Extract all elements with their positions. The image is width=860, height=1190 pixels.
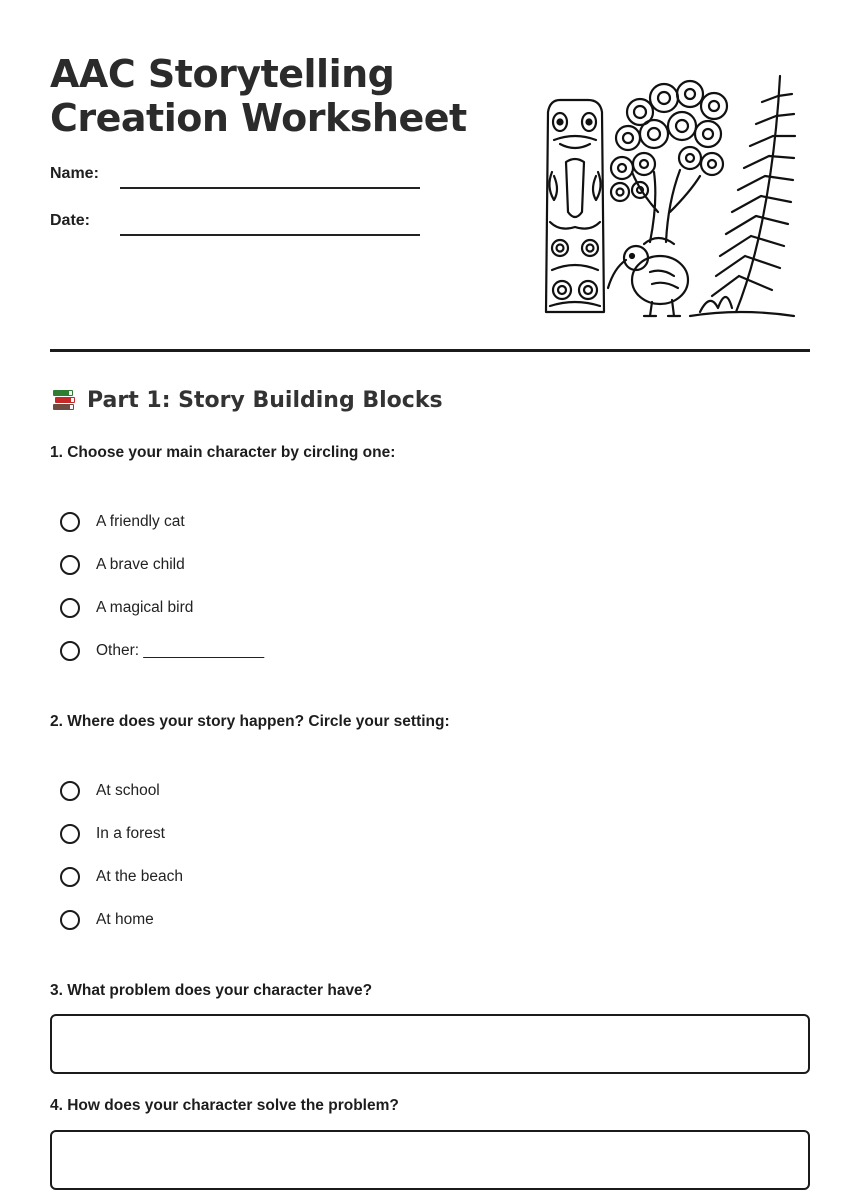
radio-circle[interactable] (60, 824, 80, 844)
header-divider (50, 349, 810, 352)
question-4-prompt: 4. How does your character solve the problem? (50, 1097, 399, 1114)
option-at-beach[interactable] (60, 864, 183, 890)
part1-heading (50, 386, 443, 414)
option-at-home[interactable] (60, 907, 154, 933)
option-in-forest[interactable] (60, 821, 165, 847)
option-other[interactable] (60, 638, 264, 664)
option-label: At the beach (96, 868, 184, 885)
name-field[interactable] (120, 187, 420, 189)
question-3-prompt: 3. What problem does your character have? (50, 982, 373, 999)
date-label: Date: (50, 212, 91, 229)
option-label: A friendly cat (96, 513, 185, 530)
option-label: A brave child (96, 556, 185, 573)
radio-circle[interactable] (60, 598, 80, 618)
books-icon (50, 386, 78, 414)
solution-answer-box[interactable] (50, 1130, 810, 1190)
fern-icon (690, 76, 795, 316)
radio-circle[interactable] (60, 512, 80, 532)
kiwi-bird-icon (608, 246, 688, 316)
option-label: Other: ______________ (96, 642, 265, 659)
option-brave-child[interactable] (60, 552, 185, 578)
pou-carving-icon (546, 100, 604, 312)
question-2-prompt: 2. Where does your story happen? Circle your setting: (50, 713, 450, 730)
title-line-1: AAC Storytelling (50, 52, 395, 96)
question-1-prompt: 1. Choose your main character by circling one: (50, 444, 396, 461)
radio-circle[interactable] (60, 781, 80, 801)
koru-tree-icon (611, 81, 727, 244)
option-friendly-cat[interactable] (60, 509, 185, 535)
option-label: A magical bird (96, 599, 194, 616)
problem-answer-box[interactable] (50, 1014, 810, 1074)
worksheet-title (50, 52, 470, 140)
option-magical-bird[interactable] (60, 595, 193, 621)
radio-circle[interactable] (60, 867, 80, 887)
option-label: At school (96, 782, 160, 799)
maori-pou-tree-kiwi-fern-illustration (540, 72, 802, 322)
title-line-2: Creation Worksheet (50, 96, 467, 140)
option-at-school[interactable] (60, 778, 160, 804)
option-label: At home (96, 911, 154, 928)
part1-title: Part 1: Story Building Blocks (87, 387, 443, 413)
radio-circle[interactable] (60, 555, 80, 575)
radio-circle[interactable] (60, 910, 80, 930)
option-label: In a forest (96, 825, 165, 842)
radio-circle[interactable] (60, 641, 80, 661)
date-field[interactable] (120, 234, 420, 236)
name-label: Name: (50, 165, 99, 182)
